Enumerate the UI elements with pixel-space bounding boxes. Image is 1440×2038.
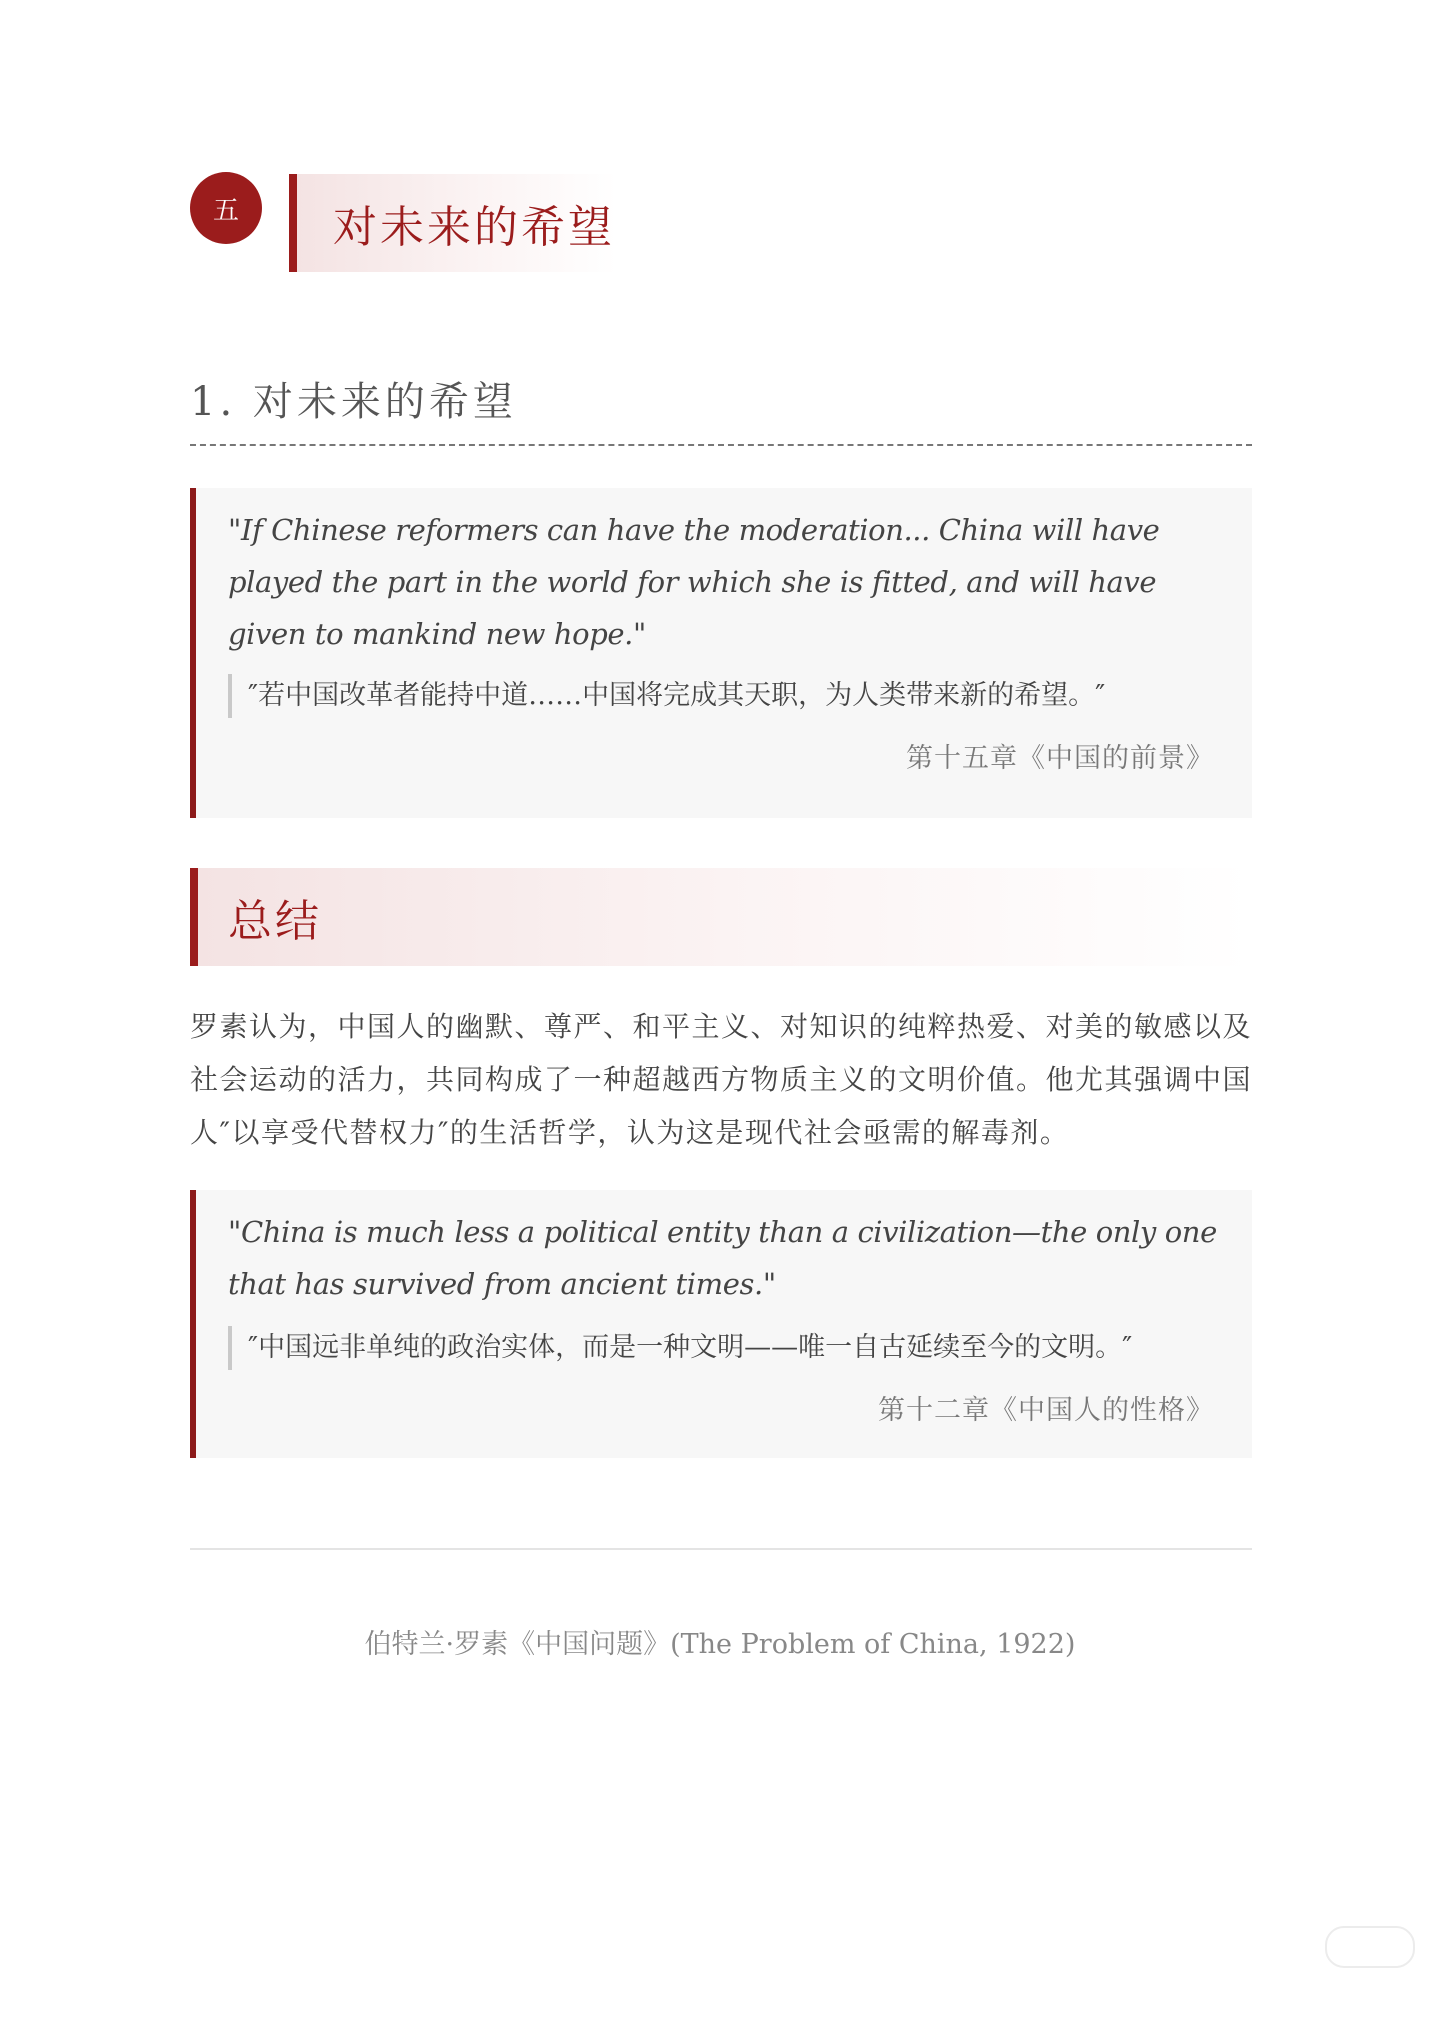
quote-chinese: ″中国远非单纯的政治实体，而是一种文明——唯一自古延续至今的文明。″ <box>228 1326 1222 1370</box>
section-divider <box>190 444 1252 446</box>
chapter-title-banner <box>289 174 617 272</box>
summary-title: 总结 <box>228 896 322 947</box>
quote-source: 第十五章《中国的前景》 <box>906 743 1214 774</box>
chapter-number: 五 <box>212 195 239 226</box>
quote-block-2 <box>190 1190 1252 1458</box>
summary-paragraph: 罗素认为，中国人的幽默、尊严、和平主义、对知识的纯粹热爱、对美的敏感以及社会运动的活力，共同构成了一种超越西方物质主义的文明价值。他尤其强调中国人″以享受代替权力″的生活哲学，认为这是现代社会亟需的解毒剂。 <box>190 1010 1253 1149</box>
footer-divider <box>190 1548 1252 1550</box>
chapter-title: 对未来的希望 <box>333 202 615 253</box>
quote-english: "China is much less a political entity than a civilization—the only one that has survived from ancient times." <box>228 1215 1217 1301</box>
watermark-logo <box>1325 1926 1415 1968</box>
quote-source: 第十二章《中国人的性格》 <box>878 1395 1214 1426</box>
quote-block-1 <box>190 488 1252 818</box>
quote-english: "If Chinese reformers can have the moderation... China will have played the part in the world for which she is fitted, and will have given to mankind new hope." <box>228 513 1160 651</box>
quote-chinese: ″若中国改革者能持中道……中国将完成其天职，为人类带来新的希望。″ <box>228 674 1222 718</box>
footer-citation: 伯特兰·罗素《中国问题》(The Problem of China, 1922) <box>364 1629 1076 1660</box>
section-heading: 1. 对未来的希望 <box>190 379 517 425</box>
summary-banner <box>190 868 1252 966</box>
chapter-number-badge <box>190 172 262 244</box>
